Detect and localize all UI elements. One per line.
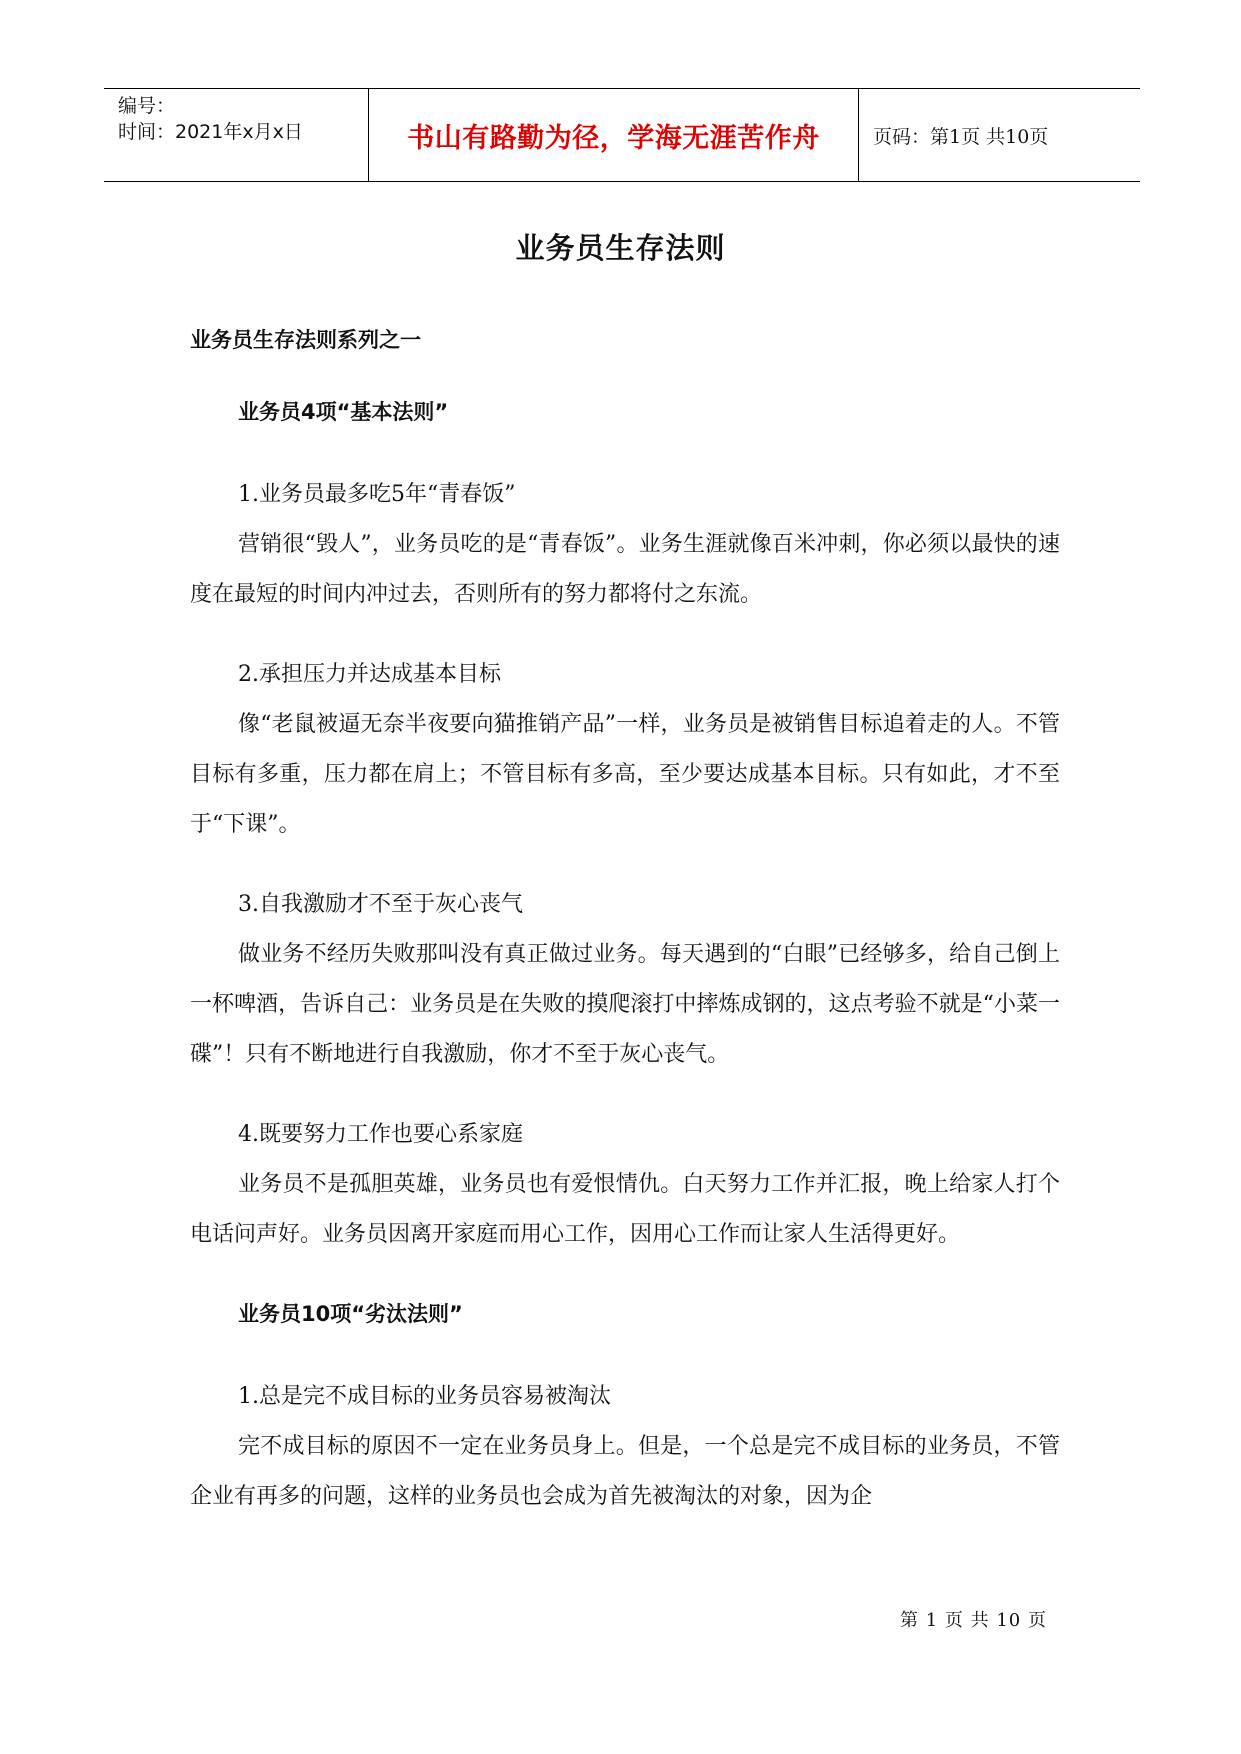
series-heading: 业务员生存法则系列之一 (190, 328, 421, 352)
item-title: 3.自我激励才不至于灰心丧气 (238, 892, 523, 917)
list-item (190, 880, 1060, 1080)
document-title: 业务员生存法则 (515, 231, 726, 265)
item-body: 像“老鼠被逼无奈半夜要向猫推销产品”一样，业务员是被销售目标追着走的人。不管目标有多重，压力都在肩上；不管目标有多高，至少要达成基本目标。只有如此，才不至于“下课”。 (190, 712, 1060, 837)
item-title: 1.业务员最多吃5年“青春饭” (238, 482, 516, 507)
list-item (190, 470, 1060, 620)
header-meta (104, 89, 369, 181)
header-motto: 书山有路勤为径，学海无涯苦作舟 (369, 89, 859, 181)
item-title: 4.既要努力工作也要心系家庭 (238, 1122, 523, 1147)
list-item (190, 1372, 1060, 1522)
time-label: 时间：2021年x月x日 (118, 121, 303, 143)
item-body: 做业务不经历失败那叫没有真正做过业务。每天遇到的“白眼”已经够多，给自己倒上一杯啤酒，告诉自己：业务员是在失败的摸爬滚打中摔炼成钢的，这点考验不就是“小菜一碟”！只有不断地进行自我激励，你才不至于灰心丧气。 (190, 942, 1060, 1067)
section-heading: 业务员4项“基本法则” (238, 400, 449, 424)
item-body: 业务员不是孤胆英雄，业务员也有爱恨情仇。白天努力工作并汇报，晚上给家人打个电话问声好。业务员因离开家庭而用心工作，因用心工作而让家人生活得更好。 (190, 1172, 1060, 1247)
header-table (104, 88, 1140, 182)
number-label: 编号： (118, 95, 176, 117)
header-page-info: 页码：第1页 共10页 (873, 125, 1049, 148)
item-title: 2.承担压力并达成基本目标 (238, 662, 501, 687)
list-item (190, 650, 1060, 850)
list-item (190, 1110, 1060, 1260)
item-body: 营销很“毁人”，业务员吃的是“青春饭”。业务生涯就像百米冲刺，你必须以最快的速度在最短的时间内冲过去，否则所有的努力都将付之东流。 (190, 532, 1060, 607)
page-footer: 第 1 页 共 10 页 (900, 1610, 1047, 1631)
item-title: 1.总是完不成目标的业务员容易被淘汰 (238, 1384, 611, 1409)
section-heading: 业务员10项“劣汰法则” (238, 1302, 463, 1326)
item-body: 完不成目标的原因不一定在业务员身上。但是，一个总是完不成目标的业务员，不管企业有再多的问题，这样的业务员也会成为首先被淘汰的对象，因为企 (190, 1434, 1060, 1509)
document-body (190, 322, 1060, 1552)
